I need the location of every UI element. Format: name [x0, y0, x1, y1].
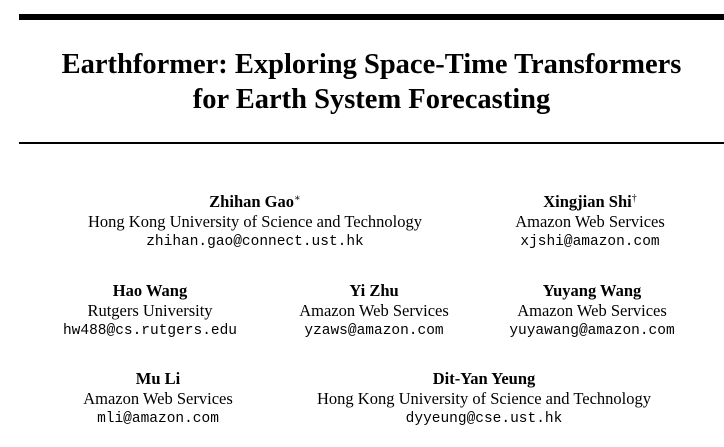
author-email[interactable]: xjshi@amazon.com: [520, 234, 660, 250]
author-affiliation: Amazon Web Services: [517, 301, 667, 320]
author-block-zhihan-gao: [60, 192, 450, 252]
author-email[interactable]: yuyawang@amazon.com: [509, 323, 675, 339]
author-email[interactable]: hw488@cs.rutgers.edu: [62, 323, 238, 339]
bottom-rule: [19, 142, 724, 144]
author-affiliation: Rutgers University: [87, 301, 213, 320]
author-block-mu-li: [48, 369, 268, 429]
author-affiliation: Hong Kong University of Science and Technology: [317, 389, 651, 408]
author-email[interactable]: mli@amazon.com: [97, 411, 219, 427]
author-name: Zhihan Gao∗: [209, 192, 301, 211]
author-affiliation: Hong Kong University of Science and Technology: [88, 212, 422, 231]
corresponding-author-mark: †: [631, 193, 637, 204]
author-affiliation: Amazon Web Services: [83, 389, 233, 408]
author-name: Yi Zhu: [349, 281, 399, 300]
author-affiliation: Amazon Web Services: [299, 301, 449, 320]
author-name: Mu Li: [135, 369, 181, 388]
paper-title-line-2: for Earth System Forecasting: [192, 84, 551, 115]
author-affiliation: Amazon Web Services: [515, 212, 665, 231]
author-email[interactable]: yzaws@amazon.com: [304, 323, 444, 339]
author-block-yuyang-wang: [482, 281, 702, 341]
author-email[interactable]: zhihan.gao@connect.ust.hk: [146, 234, 364, 250]
author-block-yi-zhu: [264, 281, 484, 341]
paper-title-line-1: Earthformer: Exploring Space-Time Transformers: [61, 49, 682, 80]
author-name: Hao Wang: [112, 281, 188, 300]
author-block-hao-wang: [40, 281, 260, 341]
author-name: Yuyang Wang: [542, 281, 642, 300]
top-rule: [19, 14, 724, 20]
author-block-xingjian-shi: [480, 192, 700, 252]
author-email[interactable]: dyyeung@cse.ust.hk: [405, 411, 563, 427]
author-name: Xingjian Shi†: [543, 192, 637, 211]
author-name: Dit-Yan Yeung: [432, 369, 536, 388]
equal-contribution-mark: ∗: [294, 193, 301, 204]
author-block-dit-yan-yeung: [289, 369, 679, 429]
